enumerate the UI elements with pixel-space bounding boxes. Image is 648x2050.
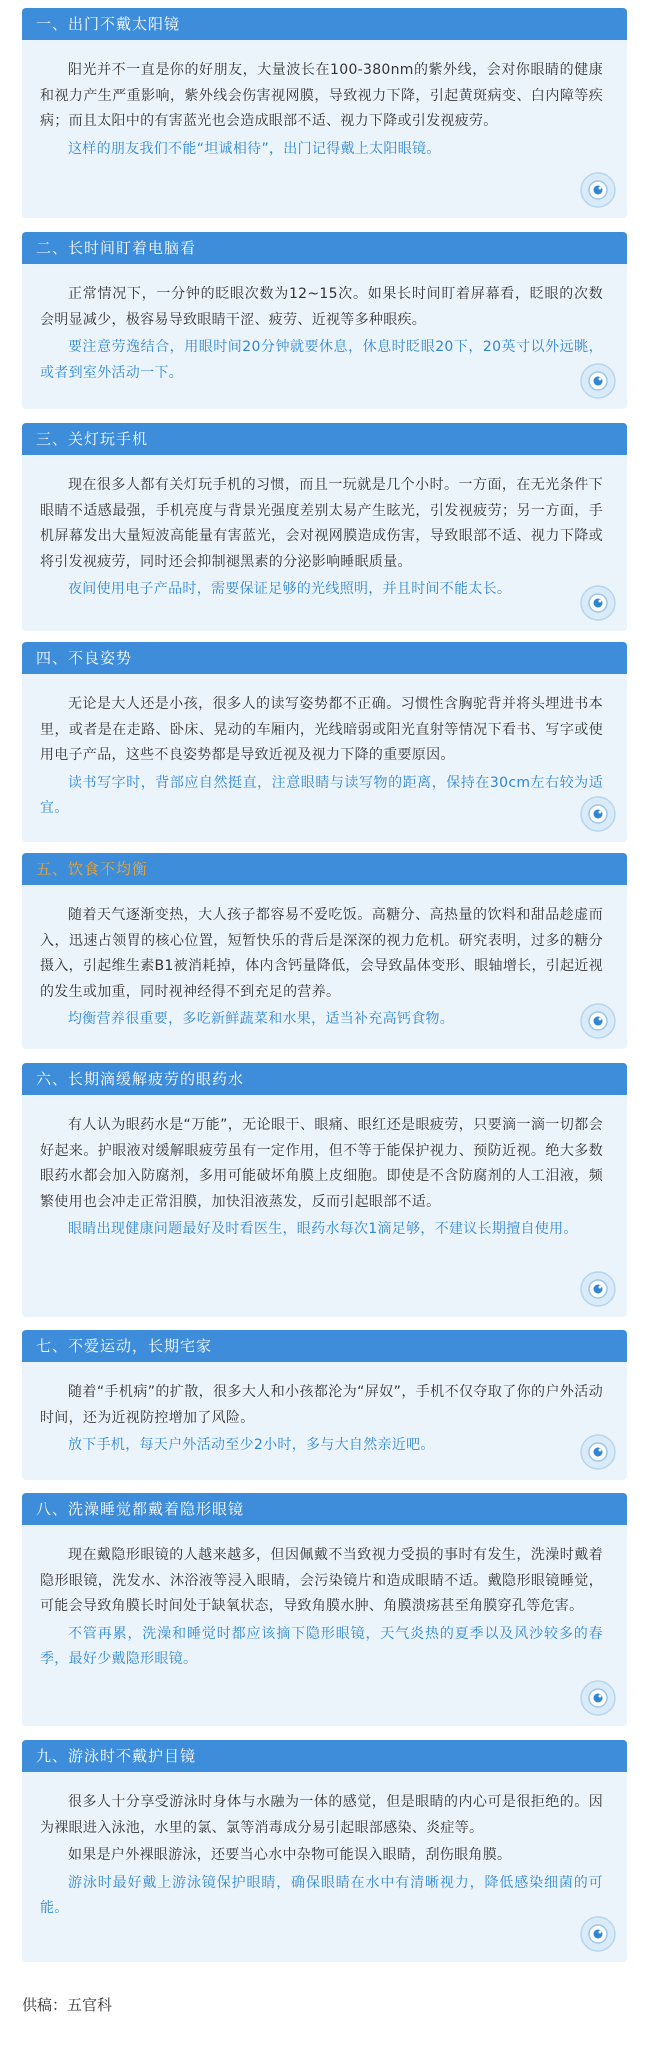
eye-mascot-icon [575, 1428, 621, 1474]
eye-mascot-icon [575, 997, 621, 1043]
eye-mascot-icon [575, 790, 621, 836]
section-body-9 [40, 1790, 603, 1924]
section-body-2 [40, 282, 603, 388]
section-paragraph: 随着天气逐渐变热，大人孩子都容易不爱吃饭。高糖分、高热量的饮料和甜品趁虚而入，迅速占领胃的核心位置，短暂快乐的背后是深深的视力危机。研究表明，过多的糖分摄入，引起维生素B1被消耗掉，体内含钙量降低，会导致晶体变形、眼轴增长，引起近视的发生或加重，同时视神经得不到充足的营养。 [40, 907, 603, 1000]
section-paragraph: 无论是大人还是小孩，很多人的读写姿势都不正确。习惯性含胸驼背并将头埋进书本里，或者是在走路、卧床、晃动的车厢内，光线暗弱或阳光直射等情况下看书、写字或使用电子产品，这些不良姿势都是导致近视及视力下降的重要原因。 [40, 696, 603, 763]
section-tip: 游泳时最好戴上游泳镜保护眼睛，确保眼睛在水中有清晰视力，降低感染细菌的可能。 [40, 1874, 603, 1916]
section-card-9 [22, 1740, 627, 1962]
section-paragraph: 正常情况下，一分钟的眨眼次数为12~15次。如果长时间盯着屏幕看，眨眼的次数会明显减少，极容易导致眼睛干涩、疲劳、近视等多种眼疾。 [40, 286, 603, 328]
section-tip: 放下手机，每天户外活动至少2小时，多与大自然亲近吧。 [68, 1437, 435, 1453]
section-title-9: 九、游泳时不戴护目镜 [22, 1740, 627, 1772]
section-tip: 要注意劳逸结合，用眼时间20分钟就要休息，休息时眨眼20下，20英寸以外远眺，或者到室外活动一下。 [40, 339, 603, 381]
section-paragraph: 现在戴隐形眼镜的人越来越多，但因佩戴不当致视力受损的事时有发生，洗澡时戴着隐形眼镜，洗发水、沐浴液等浸入眼睛，会污染镜片和造成眼睛不适。戴隐形眼镜睡觉，可能会导致角膜长时间处于缺氧状态，导致角膜水肿、角膜溃疡甚至角膜穿孔等危害。 [40, 1547, 603, 1614]
section-tip: 不管再累，洗澡和睡觉时都应该摘下隐形眼镜，天气炎热的夏季以及风沙较多的春季，最好少戴隐形眼镜。 [40, 1625, 603, 1667]
eye-mascot-icon [575, 166, 621, 212]
section-card-8 [22, 1493, 627, 1726]
section-paragraph: 阳光并不一直是你的好朋友，大量波长在100-380nm的紫外线，会对你眼睛的健康和视力产生严重影响，紫外线会伤害视网膜，导致视力下降，引起黄斑病变、白内障等疾病；而且太阳中的有害蓝光也会造成眼部不适、视力下降或引发视疲劳。 [40, 62, 603, 129]
section-card-5 [22, 853, 627, 1049]
section-paragraph: 很多人十分享受游泳时身体与水融为一体的感觉，但是眼睛的内心可是很拒绝的。因为裸眼进入泳池，水里的氯、氯等消毒成分易引起眼部感染、炎症等。 [40, 1794, 603, 1836]
section-tip: 读书写字时，背部应自然挺直，注意眼睛与读写物的距离，保持在30cm左右较为适宜。 [40, 774, 603, 816]
section-paragraph: 随着“手机病”的扩散，很多大人和小孩都沦为“屏奴”，手机不仅夺取了你的户外活动时间，还为近视防控增加了风险。 [40, 1384, 603, 1426]
section-card-2 [22, 232, 627, 409]
section-card-7 [22, 1330, 627, 1480]
section-card-1 [22, 8, 627, 218]
section-tip: 眼睛出现健康问题最好及时看医生，眼药水每次1滴足够，不建议长期擅自使用。 [68, 1221, 578, 1237]
section-title-4: 四、不良姿势 [22, 642, 627, 674]
section-title-7: 七、不爱运动，长期宅家 [22, 1330, 627, 1362]
section-title-3: 三、关灯玩手机 [22, 423, 627, 455]
section-paragraph: 有人认为眼药水是“万能”，无论眼干、眼痛、眼红还是眼疲劳，只要滴一滴一切都会好起来。护眼液对缓解眼疲劳虽有一定作用，但不等于能保护视力、预防近视。绝大多数眼药水都会加入防腐剂，多用可能破坏角膜上皮细胞。即使是不含防腐剂的人工泪液，频繁使用也会冲走正常泪膜，加快泪液蒸发，反而引起眼部不适。 [40, 1117, 603, 1210]
eye-mascot-icon [575, 1910, 621, 1956]
section-card-3 [22, 423, 627, 631]
section-paragraph: 如果是户外裸眼游泳，还要当心水中杂物可能误入眼睛，刮伤眼角膜。 [68, 1847, 512, 1863]
section-tip: 均衡营养很重要，多吃新鲜蔬菜和水果，适当补充高钙食物。 [68, 1011, 455, 1027]
section-title-5: 五、饮食不均衡 [22, 853, 627, 885]
eye-mascot-icon [575, 579, 621, 625]
section-card-4 [22, 642, 627, 842]
eye-mascot-icon [575, 1265, 621, 1311]
section-card-6 [22, 1063, 627, 1317]
section-body-5 [40, 903, 603, 1035]
section-body-4 [40, 692, 603, 824]
section-tip: 夜间使用电子产品时，需要保证足够的光线照明，并且时间不能太长。 [68, 581, 512, 597]
section-body-3 [40, 473, 603, 605]
source-credit: 供稿：五官科 [22, 1996, 113, 2014]
section-title-1: 一、出门不戴太阳镜 [22, 8, 627, 40]
eye-mascot-icon [575, 357, 621, 403]
section-body-1 [40, 58, 603, 164]
section-tip: 这样的朋友我们不能“坦诚相待”，出门记得戴上太阳眼镜。 [68, 140, 441, 157]
section-body-8 [40, 1543, 603, 1675]
section-title-8: 八、洗澡睡觉都戴着隐形眼镜 [22, 1493, 627, 1525]
section-body-7 [40, 1380, 603, 1461]
eye-mascot-icon [575, 1674, 621, 1720]
section-body-6 [40, 1113, 603, 1245]
section-title-6: 六、长期滴缓解疲劳的眼药水 [22, 1063, 627, 1095]
section-paragraph: 现在很多人都有关灯玩手机的习惯，而且一玩就是几个小时。一方面，在无光条件下眼睛不适感最强，手机亮度与背景光强度差别太易产生眩光，引发视疲劳；另一方面，手机屏幕发出大量短波高能量有害蓝光，会对视网膜造成伤害，导致眼部不适、视力下降或将引发视疲劳，同时还会抑制褪黑素的分泌影响睡眠质量。 [40, 477, 603, 570]
section-title-2: 二、长时间盯着电脑看 [22, 232, 627, 264]
